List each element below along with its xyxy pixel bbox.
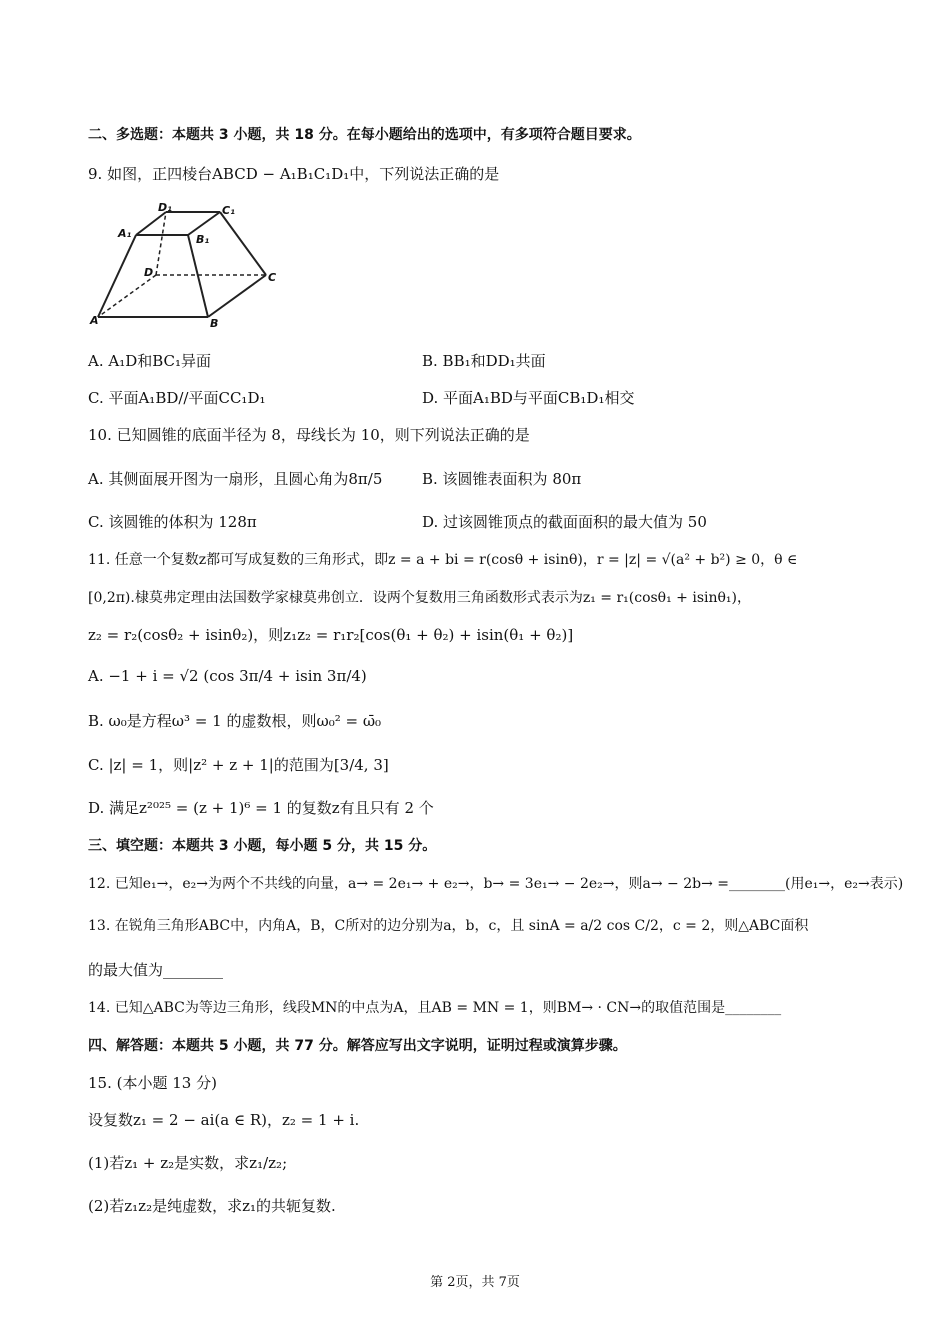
question-13-line-1: 13. 在锐角三角形ABC中，内角A，B，C所对的边分别为a，b，c，且 sinA = a/2 cos C/2，c = 2，则△ABC面积 <box>88 918 809 934</box>
figure-label-a1: A₁ <box>118 227 132 240</box>
figure-label-b1: B₁ <box>196 233 210 246</box>
figure-label-d1: D₁ <box>158 201 172 214</box>
question-15-given: 设复数z₁ = 2 − ai(a ∈ R)，z₂ = 1 + i. <box>88 1111 360 1129</box>
section-heading-fill-in: 三、填空题：本题共 3 小题，每小题 5 分，共 15 分。 <box>88 838 437 854</box>
question-14: 14. 已知△ABC为等边三角形，线段MN的中点为A，且AB = MN = 1，则BM→ · CN→的取值范围是________ <box>88 1000 782 1016</box>
question-15-title: 15. (本小题 13 分) <box>88 1074 217 1092</box>
question-15-part-2: (2)若z₁z₂是纯虚数，求z₁的共轭复数. <box>88 1197 336 1215</box>
q9-option-d: D. 平面A₁BD与平面CB₁D₁相交 <box>422 389 635 407</box>
q10-option-b: B. 该圆锥表面积为 80π <box>422 470 582 488</box>
q9-option-b: B. BB₁和DD₁共面 <box>422 352 546 370</box>
q10-option-c: C. 该圆锥的体积为 128π <box>88 513 257 531</box>
q11-option-c: C. |z| = 1，则|z² + z + 1|的范围为[3/4, 3] <box>88 756 389 774</box>
q10-option-a: A. 其侧面展开图为一扇形，且圆心角为8π/5 <box>88 470 383 488</box>
frustum-figure <box>88 200 288 330</box>
question-12: 12. 已知e₁→，e₂→为两个不共线的向量，a→ = 2e₁→ + e₂→，b→ = 3e₁→ − 2e₂→，则a→ − 2b→ =________(用e₁→，e₂→表示) <box>88 876 904 892</box>
question-13-line-2: 的最大值为________ <box>88 961 224 979</box>
question-15-part-1: (1)若z₁ + z₂是实数，求z₁/z₂; <box>88 1154 288 1172</box>
question-11-line-1: 11. 任意一个复数z都可写成复数的三角形式，即z = a + bi = r(cosθ + isinθ)，r = |z| = √(a² + b²) ≥ 0，θ ∈ <box>88 552 798 568</box>
figure-label-b: B <box>210 317 219 330</box>
q10-option-d: D. 过该圆锥顶点的截面面积的最大值为 50 <box>422 513 707 531</box>
figure-label-c: C <box>268 271 277 284</box>
section-heading-multiple-choice: 二、多选题：本题共 3 小题，共 18 分。在每小题给出的选项中，有多项符合题目要求。 <box>88 127 641 143</box>
q11-option-a: A. −1 + i = √2 (cos 3π/4 + isin 3π/4) <box>88 667 367 685</box>
question-11-line-3: z₂ = r₂(cosθ₂ + isinθ₂)，则z₁z₂ = r₁r₂[cos(θ₁ + θ₂) + isin(θ₁ + θ₂)] <box>88 626 574 644</box>
question-11-line-2: [0,2π).棣莫弗定理由法国数学家棣莫弗创立．设两个复数用三角函数形式表示为z₁ = r₁(cosθ₁ + isinθ₁)， <box>88 590 752 606</box>
question-10-stem: 10. 已知圆锥的底面半径为 8，母线长为 10，则下列说法正确的是 <box>88 426 530 444</box>
figure-label-a: A <box>90 314 99 327</box>
q9-option-a: A. A₁D和BC₁异面 <box>88 352 212 370</box>
q11-option-b: B. ω₀是方程ω³ = 1 的虚数根，则ω₀² = ω̄₀ <box>88 712 382 730</box>
page-footer: 第 2页，共 7页 <box>430 1275 520 1290</box>
q11-option-d: D. 满足z²⁰²⁵ = (z + 1)⁶ = 1 的复数z有且只有 2 个 <box>88 799 434 817</box>
question-9-stem: 9. 如图，正四棱台ABCD − A₁B₁C₁D₁中，下列说法正确的是 <box>88 165 500 183</box>
section-heading-solutions: 四、解答题：本题共 5 小题，共 77 分。解答应写出文字说明，证明过程或演算步骤。 <box>88 1038 627 1054</box>
figure-label-c1: C₁ <box>222 204 235 217</box>
figure-label-d: D <box>144 266 154 279</box>
q9-option-c: C. 平面A₁BD//平面CC₁D₁ <box>88 389 266 407</box>
